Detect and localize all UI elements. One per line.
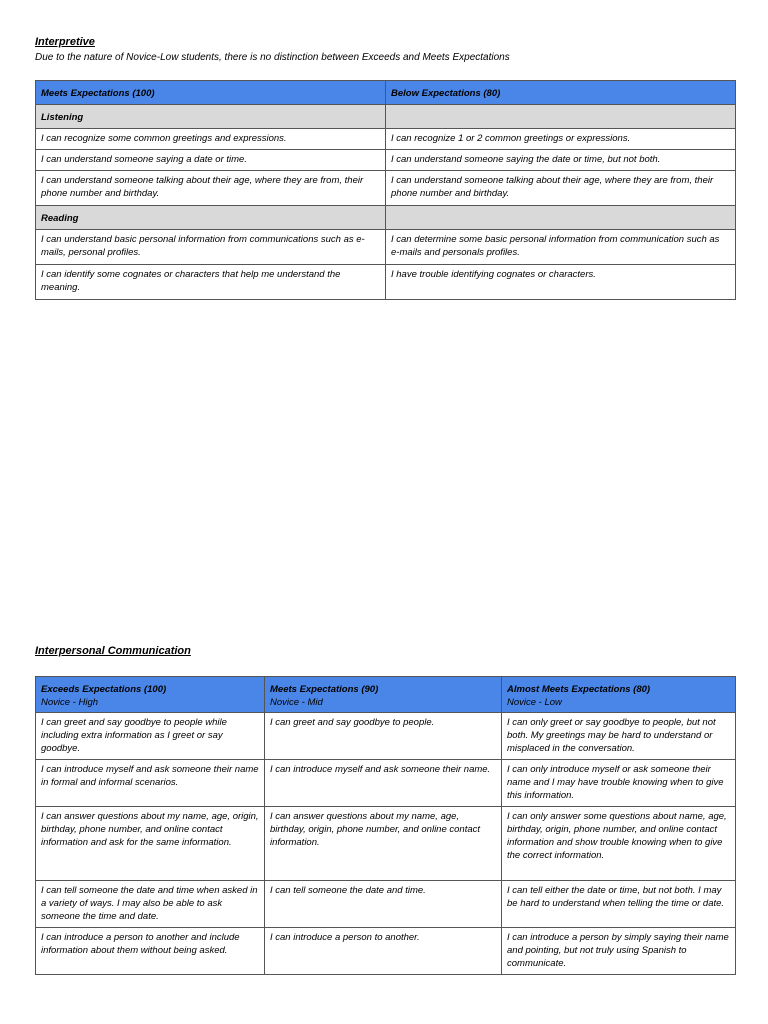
table-cell: I can only greet or say goodbye to people, but not both. My greetings may be hard to understand or misplaced in the conversation. [502, 713, 736, 760]
table-row [36, 760, 736, 807]
table-row [36, 928, 736, 975]
table-cell: I can greet and say goodbye to people. [265, 713, 502, 760]
table-row [36, 265, 736, 300]
header-level: Novice - High [41, 697, 99, 708]
header-meets-expectations [265, 677, 502, 713]
table-row [36, 230, 736, 265]
header-exceeds-expectations [36, 677, 265, 713]
table-cell: I can recognize some common greetings and expressions. [36, 129, 386, 150]
table-cell: I can understand someone talking about their age, where they are from, their phone number and birthday. [36, 171, 386, 206]
table-cell: I can only introduce myself or ask someone their name and I may have trouble knowing when to give this information. [502, 760, 736, 807]
table-header-row [36, 81, 736, 105]
category-row-reading [36, 206, 736, 230]
table-cell: I can recognize 1 or 2 common greetings or expressions. [386, 129, 736, 150]
table-cell: I can understand someone saying the date or time, but not both. [386, 150, 736, 171]
table-row [36, 150, 736, 171]
table-cell: I can answer questions about my name, age, birthday, origin, phone number, and online contact information. [265, 807, 502, 881]
header-label: Almost Meets Expectations (80) [507, 684, 651, 695]
table-cell: I can understand someone saying a date or time. [36, 150, 386, 171]
table-cell: I can greet and say goodbye to people while including extra information as I greet or say goodbye. [36, 713, 265, 760]
table-cell: I can introduce myself and ask someone their name. [265, 760, 502, 807]
header-meets-expectations: Meets Expectations (100) [36, 81, 386, 105]
table-row [36, 713, 736, 760]
interpersonal-title: Interpersonal Communication [35, 645, 191, 657]
header-level: Novice - Low [507, 697, 562, 708]
table-header-row [36, 677, 736, 713]
table-row [36, 807, 736, 881]
header-almost-meets-expectations [502, 677, 736, 713]
table-cell: I can understand someone talking about their age, where they are from, their phone number and birthday. [386, 171, 736, 206]
table-cell: I can introduce a person to another and include information about them without being asked. [36, 928, 265, 975]
category-reading: Reading [36, 206, 386, 230]
table-cell: I can tell someone the date and time. [265, 881, 502, 928]
table-cell: I can determine some basic personal information from communication such as e-mails and personals profiles. [386, 230, 736, 265]
header-level: Novice - Mid [270, 697, 323, 708]
interpretive-rubric-table [35, 80, 736, 300]
table-row [36, 881, 736, 928]
table-cell: I can introduce a person to another. [265, 928, 502, 975]
table-cell: I can only answer some questions about name, age, birthday, origin, phone number, and online contact information and show trouble knowing when to give the correct information. [502, 807, 736, 881]
table-cell: I can understand basic personal information from communications such as e-mails, personal profiles. [36, 230, 386, 265]
table-cell: I have trouble identifying cognates or characters. [386, 265, 736, 300]
header-label: Meets Expectations (90) [270, 684, 379, 695]
interpersonal-rubric-table [35, 676, 736, 975]
table-row [36, 171, 736, 206]
interpretive-title: Interpretive [35, 36, 95, 48]
interpretive-note: Due to the nature of Novice-Low students, there is no distinction between Exceeds and Meets Expectations [35, 52, 510, 63]
table-cell: I can introduce myself and ask someone their name in formal and informal scenarios. [36, 760, 265, 807]
table-cell: I can identify some cognates or characters that help me understand the meaning. [36, 265, 386, 300]
header-below-expectations: Below Expectations (80) [386, 81, 736, 105]
table-cell: I can tell someone the date and time when asked in a variety of ways. I may also be able to ask someone the time and date. [36, 881, 265, 928]
table-cell: I can introduce a person by simply saying their name and pointing, but not truly using Spanish to communicate. [502, 928, 736, 975]
category-blank-cell [386, 105, 736, 129]
header-label: Exceeds Expectations (100) [41, 684, 167, 695]
category-blank-cell [386, 206, 736, 230]
table-cell: I can answer questions about my name, age, origin, birthday, phone number, and online contact information and ask for the same information. [36, 807, 265, 881]
category-listening: Listening [36, 105, 386, 129]
table-row [36, 129, 736, 150]
category-row-listening [36, 105, 736, 129]
table-cell: I can tell either the date or time, but not both. I may be hard to understand when telling the time or date. [502, 881, 736, 928]
